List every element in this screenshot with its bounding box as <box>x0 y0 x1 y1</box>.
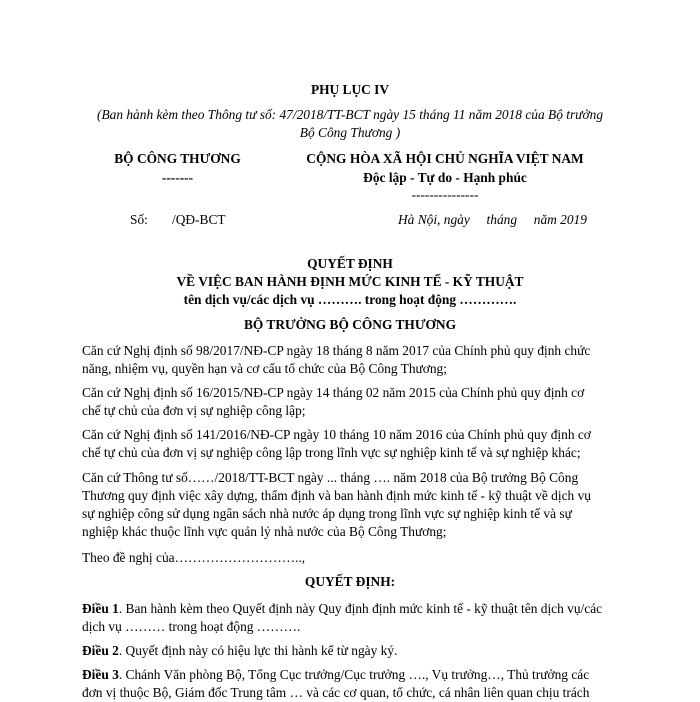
decision-title: QUYẾT ĐỊNH <box>307 256 393 271</box>
decision-subtitle: VỀ VIỆC BAN HÀNH ĐỊNH MỨC KINH TẾ - KỸ THUẬT <box>176 274 524 289</box>
preamble-line: Thương quy định việc xây dựng, thẩm định và ban hành định mức kinh tế - kỹ thuật về dịch vụ <box>82 488 591 503</box>
article-3-label: Điều 3 <box>82 667 119 682</box>
article-1-label: Điều 1 <box>82 601 119 616</box>
national-motto: Độc lập - Tự do - Hạnh phúc <box>363 170 527 185</box>
preamble-line: nghiệp khác thuộc lĩnh vực quản lý nhà nước của Bộ Công Thương; <box>82 524 447 539</box>
decides-heading: QUYẾT ĐỊNH: <box>304 574 396 589</box>
article-3-line-1 <box>82 666 622 684</box>
proposal-line: Theo đề nghị của……………………….., <box>82 550 306 565</box>
article-2-text: . Quyết định này có hiệu lực thi hành kể từ ngày ký. <box>118 643 398 658</box>
preamble-line: chế tự chủ của đơn vị sự nghiệp công lập; <box>82 403 306 418</box>
country-name: CỘNG HÒA XÃ HỘI CHỦ NGHĨA VIỆT NAM <box>306 151 584 166</box>
preamble-line: năng, nhiệm vụ, quyền hạn và cơ cấu tổ chức của Bộ Công Thương; <box>82 361 447 376</box>
preamble-paragraph <box>82 342 622 378</box>
document-number-label: Số: <box>130 212 148 227</box>
decision-subject: tên dịch vụ/các dịch vụ ………. trong hoạt động …………. <box>183 292 517 307</box>
article-1-line-2: dịch vụ ……… trong hoạt động ………. <box>82 619 301 634</box>
article-2-label: Điều 2 <box>82 643 119 658</box>
article-3 <box>82 666 622 702</box>
appendix-note-line-1: (Ban hành kèm theo Thông tư số: 47/2018/TT-BCT ngày 15 tháng 11 năm 2018 của Bộ trưởng <box>96 107 604 122</box>
document-number-suffix: /QĐ-BCT <box>172 212 226 227</box>
article-2-line <box>82 642 622 660</box>
ministry-name: BỘ CÔNG THƯƠNG <box>114 151 241 166</box>
appendix-title: PHỤ LỤC IV <box>310 82 390 97</box>
article-3-text: . Chánh Văn phòng Bộ, Tổng Cục trưởng/Cục trưởng …., Vụ trưởng…, Thủ trưởng các <box>118 667 590 682</box>
preamble-line: Căn cứ Nghị định số 98/2017/NĐ-CP ngày 18 tháng 8 năm 2017 của Chính phủ quy định chức <box>82 343 591 358</box>
motto-rule: --------------- <box>411 187 479 202</box>
article-3-line-2: đơn vị thuộc Bộ, Giám đốc Trung tâm … và các cơ quan, tổ chức, cá nhân liên quan chịu trách <box>82 685 590 700</box>
preamble-paragraph <box>82 384 622 420</box>
place-and-date: Hà Nội, ngày tháng năm 2019 <box>398 212 587 227</box>
preamble-line: sự nghiệp công sử dụng ngân sách nhà nước áp dụng trong lĩnh vực sự nghiệp kinh tế và sự <box>82 506 572 521</box>
preamble-paragraph <box>82 469 622 541</box>
preamble-line: Căn cứ Nghị định số 16/2015/NĐ-CP ngày 14 tháng 02 năm 2015 của Chính phủ quy định cơ <box>82 385 585 400</box>
preamble-paragraph <box>82 426 622 462</box>
article-1-line-1 <box>82 600 622 618</box>
ministry-rule: ------- <box>161 170 194 185</box>
preamble-line: chế tự chủ của đơn vị sự nghiệp công lập trong lĩnh vực sự nghiệp kinh tế và sự nghiệp khác; <box>82 445 581 460</box>
preamble-line: Căn cứ Nghị định số 141/2016/NĐ-CP ngày 10 tháng 10 năm 2016 của Chính phủ quy định cơ <box>82 427 591 442</box>
issuing-authority: BỘ TRƯỞNG BỘ CÔNG THƯƠNG <box>243 317 457 332</box>
preamble-line: Căn cứ Thông tư số……/2018/TT-BCT ngày ... tháng …. năm 2018 của Bộ trưởng Bộ Công <box>82 470 579 485</box>
article-2 <box>82 642 622 660</box>
appendix-note-line-2: Bộ Công Thương ) <box>299 125 401 140</box>
article-1 <box>82 600 622 636</box>
article-1-text: . Ban hành kèm theo Quyết định này Quy định định mức kinh tế - kỹ thuật tên dịch vụ/các <box>118 601 603 616</box>
